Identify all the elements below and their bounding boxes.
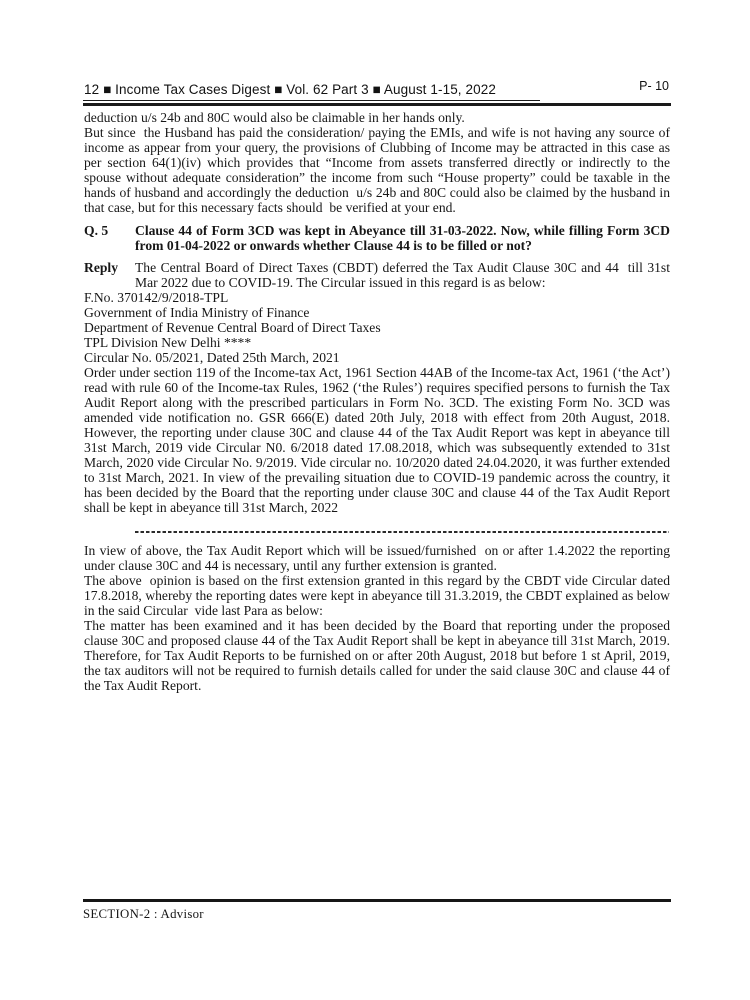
question-label: Q. 5 [84, 223, 109, 238]
header-row [83, 79, 671, 101]
page-reference: P- 10 [639, 79, 669, 93]
reply-block [84, 260, 674, 290]
page-content [84, 110, 674, 693]
order-paragraph: Order under section 119 of the Income-tax Act, 1961 Section 44AB of the Income-tax Act, 1961 (‘the Act’) read with rule 60 of the Income-tax Rules, 1962 (‘the Rules’) requires specified persons to furnish the Tax Audit Report along with the prescribed particulars in Form No. 3CD. The existing Form No. 3CD was amended vide notification no. GSR 666(E) dated 20th July, 2018 with effect from 20th August, 2018. However, the reporting under clause 30C and clause 44 of the Tax Audit Report was kept in abeyance till 31st March, 2019 vide Circular N0. 6/2018 dated 17.08.2018, which was subsequently extended to 31st March, 2020 vide Circular No. 9/2019. Vide circular no. 10/2020 dated 24.04.2020, it was further extended to 31st March, 2021. In view of the prevailing situation due to COVID-19 pandemic across the country, it has been decided by the Board that the reporting under clause 30C and clause 44 of the Tax Audit Report shall be kept in abeyance till 31st March, 2022 [84, 365, 674, 515]
page-footer [83, 899, 671, 922]
continuation-line: deduction u/s 24b and 80C would also be claimable in her hands only. [84, 110, 465, 125]
circular-file-number: F.No. 370142/9/2018-TPL [84, 290, 229, 305]
question-text: Clause 44 of Form 3CD was kept in Abeyance till 31-03-2022. Now, while filling Form 3CD from 01-04-2022 or onwards whether Clause 44 is to be filled or not? [135, 223, 674, 253]
clubbing-paragraph: But since the Husband has paid the consideration/ paying the EMIs, and wife is not having any source of income as appear from your query, the provisions of Clubbing of Income may be attracted in this case as per section 64(1)(iv) which provides that “Income from assets transferred directly or indirectly to the spouse without adequate consideration” the income from such “House property” could be taxable in the hands of husband and accordingly the deduction u/s 24b and 80C could also be claimed by the husband in that case, but for this necessary facts should be verified at your end. [84, 125, 674, 215]
footer-section-label: SECTION-2 : Advisor [83, 906, 204, 921]
page-header [83, 79, 671, 106]
footer-rule [83, 899, 671, 902]
circular-number-line: Circular No. 05/2021, Dated 25th March, 2021 [84, 350, 340, 365]
reply-intro-paragraph: The Central Board of Direct Taxes (CBDT) deferred the Tax Audit Clause 30C and 44 till 31st Mar 2022 due to COVID-19. The Circular issued in this regard is as below: [135, 260, 674, 290]
dashed-divider [135, 531, 669, 533]
circular-division-line: TPL Division New Delhi **** [84, 335, 252, 350]
opinion-paragraph-3: The matter has been examined and it has been decided by the Board that reporting under the proposed clause 30C and proposed clause 44 of the Tax Audit Report shall be kept in abeyance till 31st March, 2019. Therefore, for Tax Audit Reports to be furnished on or after 20th August, 2018 but before 1 st April, 2019, the tax auditors will not be required to furnish details called for under the said clause 30C and clause 44 of the Tax Audit Report. [84, 618, 674, 693]
header-rule [83, 103, 671, 106]
opinion-paragraph-2: The above opinion is based on the first extension granted in this regard by the CBDT vide Circular dated 17.8.2018, whereby the reporting dates were kept in abeyance till 31.3.2019, the CBDT explained as below in the said Circular vide last Para as below: [84, 573, 674, 618]
reply-label: Reply [84, 260, 118, 275]
question-block [84, 223, 674, 253]
circular-govt-line: Government of India Ministry of Finance [84, 305, 310, 320]
circular-department-line: Department of Revenue Central Board of Direct Taxes [84, 320, 381, 335]
opinion-paragraph-1: In view of above, the Tax Audit Report which will be issued/furnished on or after 1.4.2022 the reporting under clause 30C and 44 is necessary, until any further extension is granted. [84, 543, 674, 573]
running-head-title: 12 ■ Income Tax Cases Digest ■ Vol. 62 Part 3 ■ August 1-15, 2022 [83, 82, 540, 101]
